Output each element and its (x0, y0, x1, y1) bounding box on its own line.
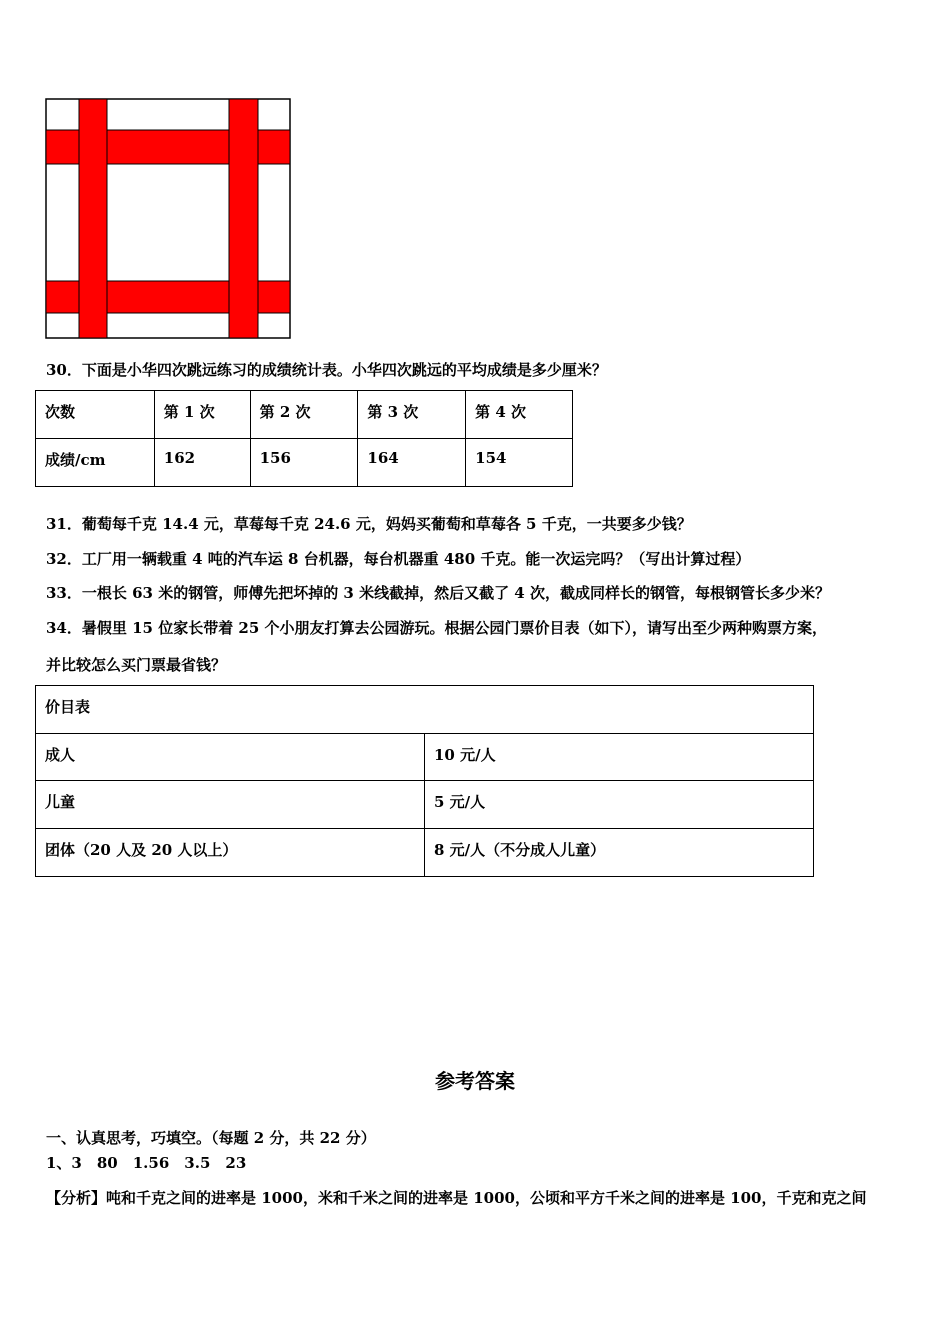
answer-analysis: 【分析】吨和千克之间的进率是 1000，米和千米之间的进率是 1000，公顷和平方千米之间的进率是 100，千克和克之间 (46, 1189, 867, 1207)
price-table-row (36, 829, 814, 877)
vertical-strip-left (79, 99, 107, 338)
question-31: 31．葡萄每千克 14.4 元，草莓每千克 24.6 元，妈妈买葡萄和草莓各 5 千克，一共要多少钱？ (46, 515, 692, 533)
price-table (35, 685, 814, 877)
score-header-cell: 第 3 次 (358, 391, 466, 439)
question-32: 32．工厂用一辆载重 4 吨的汽车运 8 台机器，每台机器重 480 千克。能一次运完吗？（写出计算过程） (46, 550, 751, 568)
score-table-data-row (36, 439, 573, 487)
price-value-cell: 8 元/人（不分成人儿童） (425, 829, 814, 877)
price-table-row (36, 734, 814, 781)
price-category-cell: 团体（20 人及 20 人以上） (36, 829, 425, 877)
red-strip-grid-figure (45, 98, 292, 340)
question-30: 30．下面是小华四次跳远练习的成绩统计表。小华四次跳远的平均成绩是多少厘米？ (46, 361, 607, 379)
question-34-line-1: 34．暑假里 15 位家长带着 25 个小朋友打算去公园游玩。根据公园门票价目表（如下），请写出至少两种购票方案， (46, 619, 828, 637)
score-header-cell: 次数 (36, 391, 155, 439)
score-header-cell: 第 4 次 (466, 391, 573, 439)
answer-item-1: 1、3 80 1.56 3.5 23 (46, 1154, 247, 1172)
answers-title: 参考答案 (435, 1069, 515, 1093)
score-table (35, 390, 573, 487)
score-header-cell: 第 1 次 (154, 391, 250, 439)
vertical-strip-right (229, 99, 258, 338)
price-value-cell: 5 元/人 (425, 781, 814, 829)
score-data-cell: 162 (154, 439, 250, 487)
price-category-cell: 儿童 (36, 781, 425, 829)
score-table-header-row (36, 391, 573, 439)
answers-section-heading: 一、认真思考，巧填空。（每题 2 分，共 22 分） (46, 1129, 376, 1147)
price-table-title-row (36, 686, 814, 734)
question-33: 33．一根长 63 米的钢管，师傅先把坏掉的 3 米线截掉，然后又截了 4 次，截成同样长的钢管，每根钢管长多少米？ (46, 584, 830, 602)
score-data-cell: 156 (250, 439, 358, 487)
score-header-cell: 第 2 次 (250, 391, 358, 439)
price-table-title: 价目表 (36, 686, 814, 734)
score-data-cell: 成绩/cm (36, 439, 155, 487)
score-data-cell: 164 (358, 439, 466, 487)
score-data-cell: 154 (466, 439, 573, 487)
question-34-line-2: 并比较怎么买门票最省钱？ (46, 656, 227, 674)
price-table-row (36, 781, 814, 829)
price-value-cell: 10 元/人 (425, 734, 814, 781)
price-category-cell: 成人 (36, 734, 425, 781)
